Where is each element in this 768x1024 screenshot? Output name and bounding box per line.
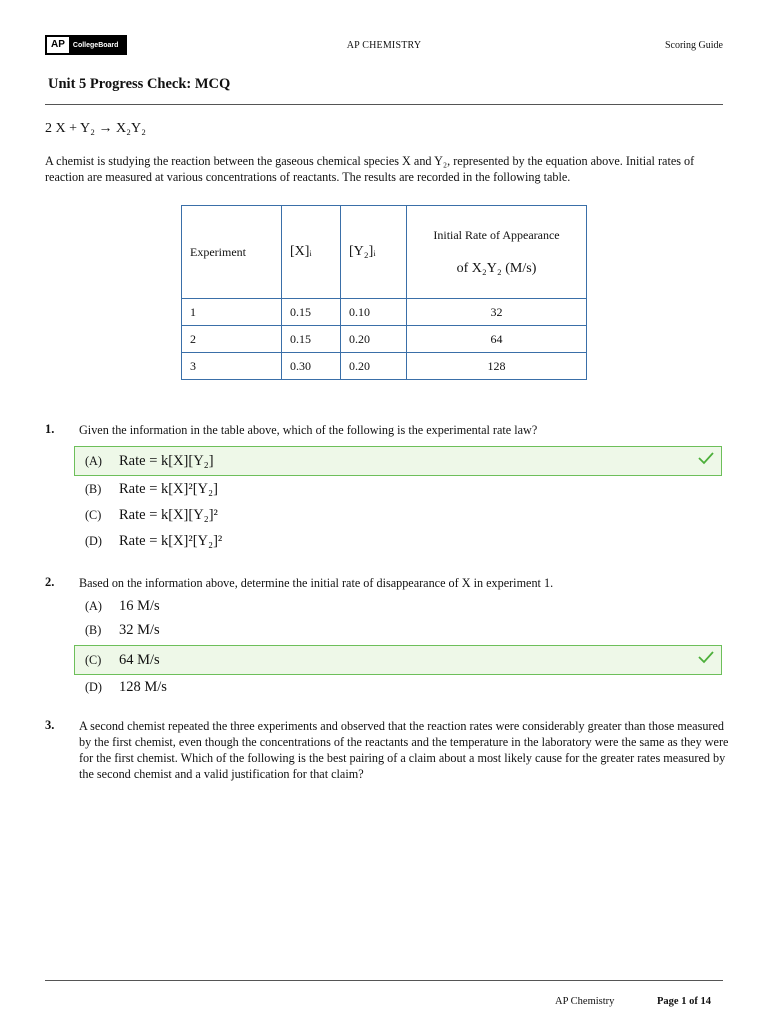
option-label: (B) [85, 481, 102, 496]
table-row [182, 299, 587, 326]
question-2-number: 2. [45, 575, 55, 589]
q1-option-a[interactable] [74, 446, 722, 476]
table-row [182, 353, 587, 380]
table-cell: 0.10 [341, 299, 407, 326]
table-header-row [182, 206, 587, 299]
question-1-number: 1. [45, 422, 55, 436]
question-3-number: 3. [45, 718, 55, 732]
option-label: (A) [85, 598, 102, 613]
page-title: Unit 5 Progress Check: MCQ [48, 76, 231, 92]
logo-ap: AP [47, 37, 69, 53]
header-experiment: Experiment [182, 206, 282, 299]
rate-data-table [181, 205, 587, 380]
option-text: Rate = k[X][Y₂] [119, 452, 214, 469]
option-text: Rate = k[X][Y₂]² [119, 506, 218, 523]
option-label: (B) [85, 622, 102, 637]
q2-option-d[interactable] [79, 675, 723, 699]
header-rate [407, 206, 587, 299]
table-cell: 128 [407, 353, 587, 380]
footer-divider [45, 980, 723, 981]
table-cell: 32 [407, 299, 587, 326]
option-text: Rate = k[X]²[Y₂]² [119, 532, 223, 549]
option-text: 64 M/s [119, 651, 160, 668]
stimulus-text: A chemist is studying the reaction between the gaseous chemical species X and Y₂, represented by the equation above. Initial rates of reaction are measured at various concentrations of reactants. The results are recorded in the following table. [45, 154, 695, 184]
header-rate-line1: Initial Rate of Appearance [433, 228, 560, 242]
question-1-text: Given the information in the table above, which of the following is the experimental rate law? [79, 423, 538, 437]
table-cell: 0.20 [341, 353, 407, 380]
header-y2-conc: [Y₂]ᵢ [341, 206, 407, 299]
table-row [182, 326, 587, 353]
q2-option-a[interactable] [79, 594, 723, 618]
header-divider [45, 104, 723, 105]
table-cell: 3 [182, 353, 282, 380]
table-cell: 0.15 [282, 299, 341, 326]
option-label: (C) [85, 507, 102, 522]
question-2-text: Based on the information above, determine the initial rate of disappearance of X in experiment 1. [79, 576, 554, 590]
table-cell: 64 [407, 326, 587, 353]
correct-check-icon [697, 649, 715, 665]
question-3-text: A second chemist repeated the three experiments and observed that the reaction rates were considerably greater than those measured by the first chemist, even though the concentrations of the reactants and the temperature in the laboratory were the same as they were for the first chemist. Which of the following is the best pairing of a claim about a most likely cause for the greater rates measured by the second chemist and a valid justification for that claim? [79, 719, 729, 781]
header-x-conc: [X]ᵢ [282, 206, 341, 299]
q1-option-d[interactable] [79, 529, 723, 553]
option-text: 128 M/s [119, 678, 167, 695]
q1-option-c[interactable] [79, 503, 723, 527]
option-text: 16 M/s [119, 597, 160, 614]
correct-check-icon [697, 450, 715, 466]
table-cell: 0.20 [341, 326, 407, 353]
option-label: (D) [85, 679, 102, 694]
table-cell: 0.30 [282, 353, 341, 380]
option-text: 32 M/s [119, 621, 160, 638]
header-rate-line2: of X₂Y₂ (M/s) [456, 261, 537, 276]
q2-option-c[interactable] [74, 645, 722, 675]
q2-option-b[interactable] [79, 618, 723, 642]
reaction-equation: 2 X + Y₂ → X₂Y₂ [45, 121, 146, 136]
option-label: (D) [85, 533, 102, 548]
table-cell: 1 [182, 299, 282, 326]
footer-course: AP Chemistry [555, 996, 615, 1007]
logo-brand: CollegeBoard [72, 41, 119, 49]
q1-option-b[interactable] [79, 477, 723, 501]
table-cell: 2 [182, 326, 282, 353]
header-course: AP CHEMISTRY [346, 40, 422, 51]
page-number: Page 1 of 14 [657, 996, 711, 1007]
option-text: Rate = k[X]²[Y₂] [119, 480, 218, 497]
option-label: (A) [85, 453, 102, 468]
option-label: (C) [85, 652, 102, 667]
table-cell: 0.15 [282, 326, 341, 353]
header-scoring-guide: Scoring Guide [664, 40, 723, 51]
